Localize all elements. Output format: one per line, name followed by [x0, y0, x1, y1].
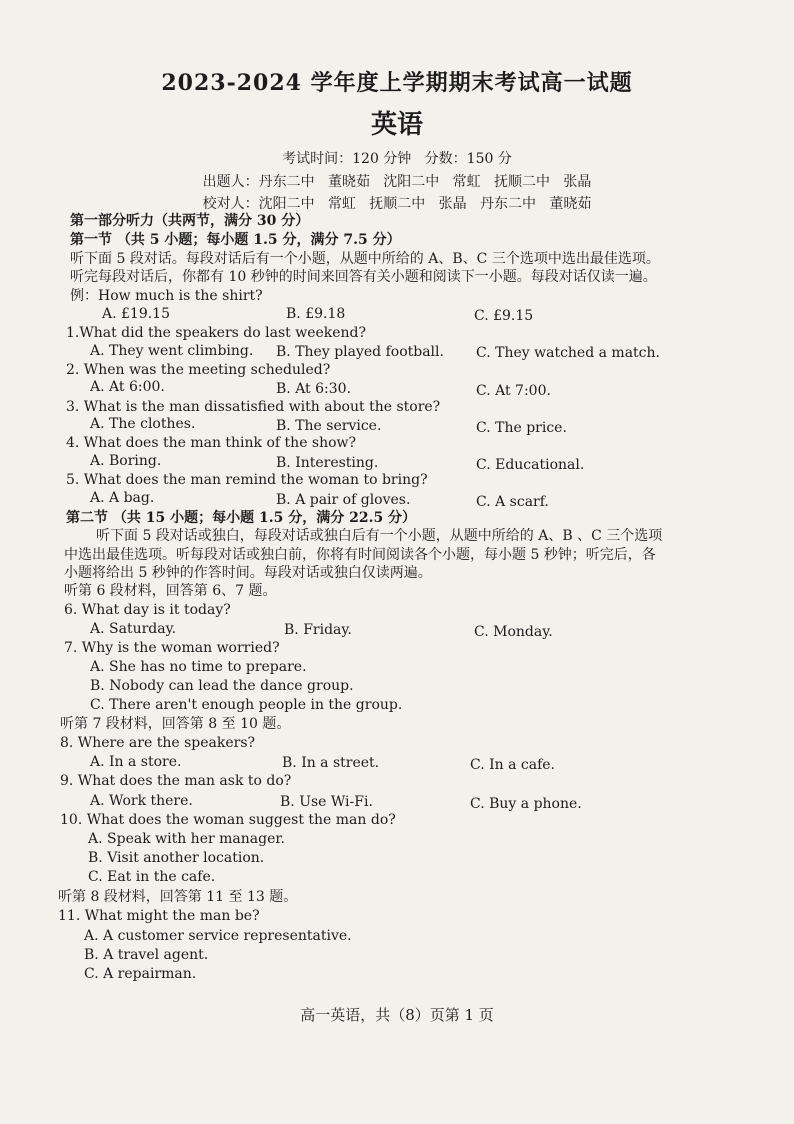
example-option-a: A. £19.15: [102, 306, 170, 322]
question-option-b: B. At 6:30.: [276, 381, 352, 397]
question-option-a: A. The clothes.: [90, 416, 196, 432]
question-option-c: C. At 7:00.: [476, 383, 551, 399]
question-text: 3. What is the man dissatisfied with about the store?: [66, 399, 441, 415]
page-footer: 高一英语，共（8）页第 1 页: [300, 1006, 494, 1024]
exam-time-score: 考试时间：120 分钟 分数：150 分: [282, 151, 512, 167]
section1-instruction: 听完每段对话后，你都有 10 秒钟的时间来回答有关小题和阅读下一小题。每段对话仅读一遍。: [70, 269, 657, 285]
exam-title: 2023-2024 学年度上学期期末考试高一试题: [161, 70, 633, 96]
section1-instruction: 听下面 5 段对话。每段对话后有一个小题，从题中所给的 A、B、C 三个选项中选出最佳选项。: [70, 251, 660, 267]
question-option-a: A. Saturday.: [90, 621, 177, 637]
question-option-a: A. Work there.: [90, 793, 193, 809]
example-option-b: B. £9.18: [286, 306, 346, 322]
question-option-c: C. A repairman.: [84, 966, 197, 982]
question-option-a: A. A customer service representative.: [84, 928, 352, 944]
material-instruction: 听第 6 段材料，回答第 6、7 题。: [64, 583, 277, 599]
question-option-a: A. In a store.: [90, 754, 182, 770]
question-option-a: A. Speak with her manager.: [88, 831, 285, 847]
question-text: 7. Why is the woman worried?: [64, 640, 280, 656]
question-option-a: A. At 6:00.: [90, 379, 165, 395]
exam-reviewers: 校对人：沈阳二中 常虹 抚顺二中 张晶 丹东二中 董晓茹: [202, 196, 592, 212]
question-option-c: C. There aren't enough people in the group.: [90, 697, 403, 713]
material-instruction: 听第 7 段材料，回答第 8 至 10 题。: [60, 716, 291, 732]
question-text: 9. What does the man ask to do?: [60, 773, 292, 789]
exam-authors: 出题人：丹东二中 董晓茹 沈阳二中 常虹 抚顺二中 张晶: [202, 174, 592, 190]
question-option-c: C. Monday.: [474, 624, 553, 640]
question-option-b: B. Interesting.: [276, 455, 379, 471]
question-option-c: C. Eat in the cafe.: [88, 869, 216, 885]
section1-heading: 第一节 （共 5 小题；每小题 1.5 分，满分 7.5 分）: [70, 232, 401, 248]
question-option-b: B. In a street.: [282, 755, 380, 771]
question-text: 2. When was the meeting scheduled?: [66, 362, 331, 378]
question-text: 8. Where are the speakers?: [60, 735, 256, 751]
question-option-a: A. A bag.: [90, 490, 155, 506]
question-option-a: A. Boring.: [90, 453, 162, 469]
question-option-b: B. They played football.: [276, 344, 444, 360]
question-text: 5. What does the man remind the woman to bring?: [66, 472, 428, 488]
section2-heading: 第二节 （共 15 小题；每小题 1.5 分，满分 22.5 分）: [66, 510, 417, 526]
question-option-b: B. Nobody can lead the dance group.: [90, 678, 354, 694]
question-option-c: C. The price.: [476, 420, 567, 436]
question-option-c: C. In a cafe.: [470, 757, 556, 773]
question-option-c: C. They watched a match.: [476, 345, 660, 361]
part1-heading: 第一部分听力（共两节，满分 30 分）: [70, 213, 310, 229]
question-option-c: C. A scarf.: [476, 494, 549, 510]
question-text: 10. What does the woman suggest the man do?: [60, 812, 396, 828]
question-option-b: B. A travel agent.: [84, 947, 209, 963]
question-option-c: C. Buy a phone.: [470, 796, 582, 812]
example-option-c: C. £9.15: [474, 308, 534, 324]
question-option-a: A. They went climbing.: [90, 343, 254, 359]
question-text: 6. What day is it today?: [64, 602, 231, 618]
question-option-b: B. Use Wi-Fi.: [280, 794, 373, 810]
question-option-a: A. She has no time to prepare.: [90, 659, 307, 675]
question-option-c: C. Educational.: [476, 457, 585, 473]
question-option-b: B. Friday.: [284, 622, 352, 638]
example-question: 例：How much is the shirt?: [70, 288, 263, 304]
question-option-b: B. A pair of gloves.: [276, 492, 411, 508]
section2-instruction: 中选出最佳选项。听每段对话或独白前，你将有时间阅读各个小题，每小题 5 秒钟；听完后，各: [64, 547, 656, 563]
section2-instruction: 小题将给出 5 秒钟的作答时间。每段对话或独白仅读两遍。: [64, 565, 432, 581]
material-instruction: 听第 8 段材料，回答第 11 至 13 题。: [58, 889, 298, 905]
section2-instruction: 听下面 5 段对话或独白，每段对话或独白后有一个小题，从题中所给的 A、B 、C 三个选项: [96, 528, 663, 544]
exam-subject: 英语: [370, 110, 423, 140]
question-text: 4. What does the man think of the show?: [66, 435, 357, 451]
question-option-b: B. The service.: [276, 418, 382, 434]
question-text: 1.What did the speakers do last weekend?: [66, 325, 367, 341]
question-option-b: B. Visit another location.: [88, 850, 265, 866]
question-text: 11. What might the man be?: [58, 908, 260, 924]
